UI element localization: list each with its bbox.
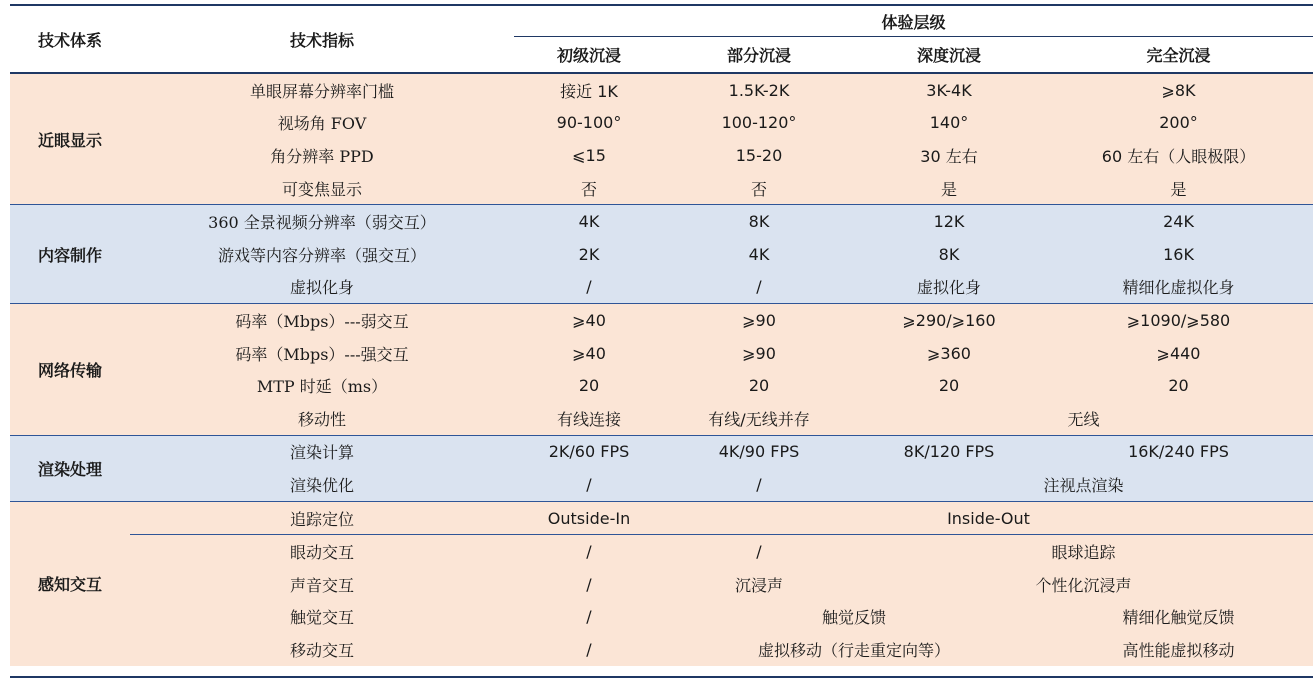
header-tech-system: 技术体系 bbox=[10, 6, 130, 73]
indicator-cell: 视场角 FOV bbox=[277, 114, 367, 134]
table-bottom-rule bbox=[10, 676, 1313, 678]
value-cell: / bbox=[664, 535, 854, 568]
value-cell: ⩾440 bbox=[1156, 343, 1201, 363]
value-cell: / bbox=[514, 535, 664, 568]
value-cell: 是 bbox=[940, 179, 957, 199]
value-cell: ⩾90 bbox=[742, 343, 776, 363]
value-cell: / bbox=[756, 277, 762, 297]
value-cell: 2K/60 FPS bbox=[514, 435, 664, 468]
section-perception-interaction: 感知交互 bbox=[10, 501, 130, 665]
section-network-transmission: 网络传输 bbox=[10, 304, 130, 435]
value-cell: 4K bbox=[514, 205, 664, 238]
value-cell: 否 bbox=[750, 179, 767, 199]
value-cell: / bbox=[756, 474, 762, 494]
value-cell: Inside-Out bbox=[664, 501, 1313, 535]
indicator-cell: 触觉交互 bbox=[289, 608, 354, 628]
value-cell: 8K bbox=[938, 244, 960, 264]
value-cell: 接近 1K bbox=[560, 81, 618, 101]
header-tech-indicator: 技术指标 bbox=[130, 6, 514, 73]
section-rendering: 渲染处理 bbox=[10, 435, 130, 501]
table-row bbox=[10, 435, 1313, 468]
header-level-initial: 初级沉浸 bbox=[514, 37, 664, 74]
value-cell: ⩾290/⩾160 bbox=[854, 304, 1044, 337]
value-cell: 16K/240 FPS bbox=[1044, 435, 1313, 468]
table-row bbox=[10, 501, 1313, 535]
indicator-cell: 渲染优化 bbox=[289, 475, 354, 495]
indicator-cell: 眼动交互 bbox=[130, 535, 514, 568]
header-level-deep: 深度沉浸 bbox=[854, 37, 1044, 74]
table-row bbox=[10, 337, 1313, 370]
value-cell: ⩽15 bbox=[572, 145, 606, 165]
table-row bbox=[10, 601, 1313, 634]
value-cell: 20 bbox=[748, 376, 770, 396]
value-cell: 注视点渲染 bbox=[1043, 475, 1124, 495]
value-cell: 4K bbox=[748, 244, 770, 264]
indicator-cell: 360 全景视频分辨率（弱交互） bbox=[130, 205, 514, 238]
indicator-cell: 移动性 bbox=[297, 409, 346, 429]
value-cell: 沉浸声 bbox=[734, 575, 783, 595]
table-row bbox=[10, 535, 1313, 568]
indicator-cell: 追踪定位 bbox=[130, 501, 514, 535]
value-cell: 虚拟移动（行走重定向等） bbox=[757, 640, 950, 660]
indicator-cell: 游戏等内容分辨率（强交互） bbox=[217, 245, 426, 265]
value-cell: 1.5K-2K bbox=[728, 80, 790, 100]
immersion-level-table bbox=[10, 6, 1313, 666]
section-near-eye-display: 近眼显示 bbox=[37, 130, 102, 150]
value-cell: 16K bbox=[1163, 244, 1194, 264]
table-row bbox=[10, 73, 1313, 107]
indicator-cell: 码率（Mbps）---强交互 bbox=[235, 344, 409, 364]
indicator-cell: 角分辨率 PPD bbox=[270, 146, 374, 166]
table-row bbox=[10, 468, 1313, 501]
table-row bbox=[10, 107, 1313, 140]
value-cell: / bbox=[586, 607, 592, 627]
section-content-production: 内容制作 bbox=[10, 205, 130, 304]
value-cell: 8K bbox=[664, 205, 854, 238]
value-cell: / bbox=[586, 639, 592, 659]
value-cell: 20 bbox=[1168, 376, 1189, 396]
indicator-cell: 移动交互 bbox=[289, 640, 354, 660]
page bbox=[10, 0, 1313, 684]
value-cell: 高性能虚拟移动 bbox=[1122, 640, 1235, 660]
value-cell: Outside-In bbox=[514, 501, 664, 535]
value-cell: ⩾360 bbox=[927, 343, 971, 363]
value-cell: 200° bbox=[1159, 113, 1198, 133]
value-cell: ⩾8K bbox=[1161, 80, 1196, 100]
table-row bbox=[10, 139, 1313, 172]
value-cell: 12K bbox=[854, 205, 1044, 238]
value-cell: 精细化触觉反馈 bbox=[1122, 608, 1235, 628]
header-level-full: 完全沉浸 bbox=[1044, 37, 1313, 74]
table-row bbox=[10, 205, 1313, 238]
indicator-cell: 虚拟化身 bbox=[289, 278, 354, 298]
value-cell: ⩾90 bbox=[664, 304, 854, 337]
value-cell: 触觉反馈 bbox=[821, 608, 886, 628]
table-row bbox=[10, 304, 1313, 337]
value-cell: 20 bbox=[578, 376, 600, 396]
indicator-cell: 单眼屏幕分辨率门槛 bbox=[249, 81, 394, 101]
value-cell: 精细化虚拟化身 bbox=[1122, 278, 1235, 298]
value-cell: 24K bbox=[1044, 205, 1313, 238]
value-cell: 3K-4K bbox=[926, 80, 972, 100]
value-cell: 8K/120 FPS bbox=[854, 435, 1044, 468]
value-cell: 2K bbox=[578, 244, 600, 264]
value-cell: 个性化沉浸声 bbox=[1035, 575, 1132, 595]
value-cell: 眼球追踪 bbox=[854, 535, 1313, 568]
value-cell: 15-20 bbox=[735, 145, 783, 165]
table-row bbox=[10, 568, 1313, 601]
indicator-cell: 渲染计算 bbox=[130, 435, 514, 468]
value-cell: ⩾1090/⩾580 bbox=[1044, 304, 1313, 337]
value-cell: 90-100° bbox=[556, 113, 622, 133]
value-cell: 虚拟化身 bbox=[916, 278, 981, 298]
table-row bbox=[10, 633, 1313, 666]
indicator-cell: 可变焦显示 bbox=[281, 179, 362, 199]
value-cell: ⩾40 bbox=[572, 343, 606, 363]
table-row bbox=[10, 402, 1313, 435]
value-cell: 60 左右（人眼极限） bbox=[1101, 146, 1256, 166]
value-cell: 30 左右 bbox=[920, 146, 978, 166]
value-cell: / bbox=[586, 474, 592, 494]
value-cell: ⩾40 bbox=[514, 304, 664, 337]
value-cell: 4K/90 FPS bbox=[664, 435, 854, 468]
table-row bbox=[10, 172, 1313, 205]
value-cell: 无线 bbox=[1067, 409, 1100, 429]
value-cell: 20 bbox=[938, 376, 960, 396]
value-cell: 有线连接 bbox=[556, 409, 621, 429]
table-row bbox=[10, 238, 1313, 271]
indicator-cell: 码率（Mbps）---弱交互 bbox=[130, 304, 514, 337]
value-cell: / bbox=[586, 574, 592, 594]
value-cell: 100-120° bbox=[721, 113, 797, 133]
value-cell: 否 bbox=[580, 179, 597, 199]
table-row bbox=[10, 369, 1313, 402]
header-experience-level: 体验层级 bbox=[514, 6, 1313, 37]
value-cell: 是 bbox=[1170, 179, 1187, 199]
indicator-cell: 声音交互 bbox=[289, 575, 354, 595]
table-row bbox=[10, 271, 1313, 304]
value-cell: 有线/无线并存 bbox=[708, 409, 810, 429]
value-cell: 140° bbox=[929, 113, 969, 133]
value-cell: / bbox=[586, 277, 592, 297]
header-level-partial: 部分沉浸 bbox=[664, 37, 854, 74]
indicator-cell: MTP 时延（ms） bbox=[256, 377, 388, 397]
